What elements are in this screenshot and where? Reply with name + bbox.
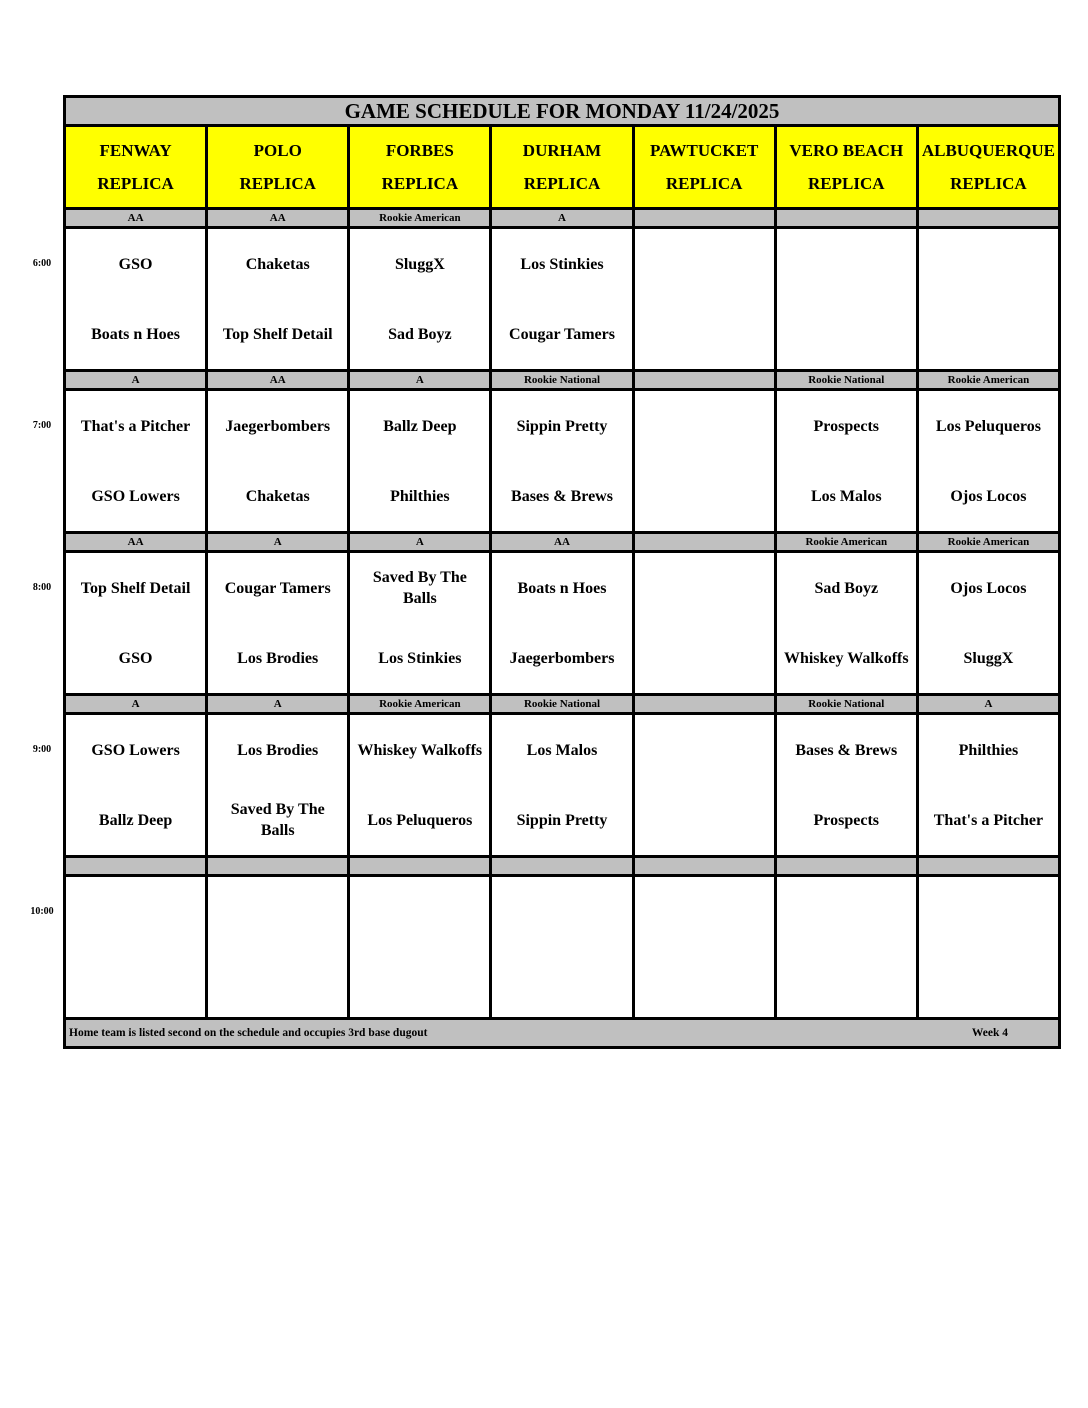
game-cell — [207, 876, 349, 1019]
away-team: Whiskey Walkoffs — [357, 741, 483, 759]
division-row — [65, 695, 1060, 714]
field-name: PAWTUCKET — [649, 141, 759, 160]
away-team: Ballz Deep — [383, 417, 457, 435]
game-cell — [917, 714, 1059, 857]
away-team: Saved By The Balls — [372, 569, 467, 607]
game-cell — [917, 228, 1059, 371]
home-team: Saved By The Balls — [230, 801, 325, 839]
away-team: Jaegerbombers — [225, 417, 331, 435]
game-cell — [491, 714, 633, 857]
field-name: FENWAY — [99, 141, 172, 160]
division-label: Rookie American — [917, 533, 1059, 552]
field-name: POLO — [253, 141, 302, 160]
away-team — [777, 229, 916, 299]
division-label: AA — [491, 533, 633, 552]
home-team: Sad Boyz — [388, 325, 452, 343]
home-team: Sippin Pretty — [516, 811, 608, 829]
field-subtitle: REPLICA — [665, 174, 743, 193]
game-cell — [207, 390, 349, 533]
time-label: 10:00 — [30, 905, 54, 917]
game-row — [65, 876, 1060, 1019]
away-team — [777, 877, 916, 947]
home-team — [350, 947, 489, 1017]
game-cell — [65, 876, 207, 1019]
away-team: Los Malos — [526, 741, 598, 759]
division-label: Rookie American — [349, 209, 491, 228]
home-team: GSO — [118, 649, 153, 667]
field-header-polo — [207, 126, 349, 209]
field-header-albuquerque — [917, 126, 1059, 209]
time-label: 7:00 — [32, 419, 52, 431]
away-team: Sippin Pretty — [516, 417, 608, 435]
game-cell — [65, 714, 207, 857]
game-cell — [633, 390, 775, 533]
division-label: Rookie National — [775, 371, 917, 390]
division-label: Rookie American — [917, 371, 1059, 390]
field-subtitle: REPLICA — [97, 174, 174, 193]
game-cell — [775, 390, 917, 533]
division-label: A — [65, 695, 207, 714]
away-team — [635, 229, 774, 299]
home-team — [777, 947, 916, 1017]
game-cell — [633, 228, 775, 371]
away-team — [208, 877, 347, 947]
home-team: That's a Pitcher — [933, 811, 1044, 829]
time-label: 6:00 — [32, 257, 52, 269]
division-label — [207, 857, 349, 876]
away-team: Cougar Tamers — [224, 579, 331, 597]
field-header-pawtucket — [633, 126, 775, 209]
away-team — [635, 553, 774, 623]
away-team: Sad Boyz — [814, 579, 879, 597]
home-team — [777, 299, 916, 369]
division-label: Rookie American — [349, 695, 491, 714]
home-team: Chaketas — [245, 487, 310, 505]
game-cell — [491, 228, 633, 371]
division-label: Rookie American — [775, 533, 917, 552]
game-cell — [65, 228, 207, 371]
game-cell — [491, 552, 633, 695]
footer-note: Home team is listed second on the schedule and occupies 3rd base dugout — [69, 1027, 428, 1039]
home-team: Ballz Deep — [98, 811, 173, 829]
division-label — [633, 209, 775, 228]
division-label: A — [917, 695, 1059, 714]
division-label: A — [207, 533, 349, 552]
away-team: Ojos Locos — [950, 579, 1027, 597]
game-cell — [65, 390, 207, 533]
away-team: GSO Lowers — [91, 741, 180, 759]
division-label: AA — [65, 533, 207, 552]
field-header-fenway — [65, 126, 207, 209]
game-cell — [775, 228, 917, 371]
game-cell — [349, 552, 491, 695]
game-cell — [349, 714, 491, 857]
division-label: AA — [207, 209, 349, 228]
division-label: A — [349, 371, 491, 390]
division-label: A — [207, 695, 349, 714]
game-cell — [207, 552, 349, 695]
field-subtitle: REPLICA — [239, 174, 316, 193]
home-team — [635, 947, 774, 1017]
home-team: Bases & Brews — [511, 487, 613, 505]
home-team: Philthies — [390, 487, 450, 505]
away-team: GSO — [118, 255, 153, 273]
away-team: Philthies — [958, 741, 1019, 759]
away-team — [66, 877, 205, 947]
away-team — [350, 877, 489, 947]
away-team: Top Shelf Detail — [80, 579, 191, 597]
game-cell — [775, 714, 917, 857]
away-team — [919, 877, 1058, 947]
game-cell — [491, 876, 633, 1019]
home-team — [919, 299, 1058, 369]
home-team: Whiskey Walkoffs — [783, 649, 909, 667]
field-header-row — [65, 126, 1060, 209]
division-row — [65, 371, 1060, 390]
game-cell — [775, 876, 917, 1019]
game-row — [65, 552, 1060, 695]
away-team: Los Brodies — [237, 741, 319, 759]
division-label — [917, 209, 1059, 228]
division-label — [633, 533, 775, 552]
away-team: Los Stinkies — [520, 255, 604, 273]
game-row — [65, 228, 1060, 371]
division-label — [491, 857, 633, 876]
home-team — [66, 947, 205, 1017]
division-label — [775, 857, 917, 876]
home-team — [492, 947, 631, 1017]
title-row — [65, 97, 1060, 126]
field-header-vero-beach — [775, 126, 917, 209]
home-team: SluggX — [963, 649, 1014, 667]
away-team: Los Peluqueros — [935, 417, 1041, 435]
field-name: VERO BEACH — [789, 141, 904, 160]
home-team: Ojos Locos — [950, 487, 1027, 505]
home-team: Cougar Tamers — [509, 325, 615, 343]
field-name: FORBES — [385, 141, 454, 160]
away-team — [919, 229, 1058, 299]
division-row — [65, 209, 1060, 228]
away-team — [635, 391, 774, 461]
home-team — [635, 623, 774, 693]
home-team: Los Peluqueros — [367, 811, 473, 829]
game-cell — [491, 390, 633, 533]
away-team — [635, 715, 774, 785]
field-header-forbes — [349, 126, 491, 209]
division-label: AA — [207, 371, 349, 390]
game-row — [65, 390, 1060, 533]
away-team: Boats n Hoes — [517, 579, 607, 597]
game-cell — [65, 552, 207, 695]
home-team: Top Shelf Detail — [222, 325, 333, 343]
game-cell — [917, 390, 1059, 533]
game-cell — [207, 714, 349, 857]
home-team: Boats n Hoes — [91, 325, 181, 343]
game-cell — [775, 552, 917, 695]
home-team: Los Malos — [810, 487, 882, 505]
field-subtitle: REPLICA — [381, 174, 459, 193]
game-cell — [917, 552, 1059, 695]
away-team — [635, 877, 774, 947]
away-team: Prospects — [813, 417, 879, 435]
game-cell — [207, 228, 349, 371]
game-cell — [349, 876, 491, 1019]
division-label — [65, 857, 207, 876]
away-team: SluggX — [394, 255, 445, 273]
field-header-durham — [491, 126, 633, 209]
division-label — [633, 371, 775, 390]
field-subtitle: REPLICA — [950, 174, 1027, 193]
division-label: A — [349, 533, 491, 552]
game-cell — [633, 714, 775, 857]
division-label: A — [491, 209, 633, 228]
division-label — [917, 857, 1059, 876]
time-label: 9:00 — [32, 743, 52, 755]
game-cell — [633, 552, 775, 695]
footer — [65, 1019, 1060, 1048]
home-team — [635, 785, 774, 855]
home-team: GSO Lowers — [91, 487, 180, 505]
game-cell — [633, 876, 775, 1019]
field-subtitle: REPLICA — [808, 174, 885, 193]
time-label: 8:00 — [32, 581, 52, 593]
home-team — [208, 947, 347, 1017]
away-team: Bases & Brews — [795, 741, 898, 759]
home-team — [635, 461, 774, 531]
away-team: Chaketas — [245, 255, 310, 273]
field-subtitle: REPLICA — [523, 174, 601, 193]
division-label — [633, 695, 775, 714]
field-name: DURHAM — [522, 141, 602, 160]
game-cell — [349, 228, 491, 371]
division-label: AA — [65, 209, 207, 228]
division-label: Rookie National — [491, 695, 633, 714]
away-team: That's a Pitcher — [80, 417, 191, 435]
schedule-table — [63, 95, 1061, 1049]
home-team — [635, 299, 774, 369]
division-label: Rookie National — [491, 371, 633, 390]
division-label — [633, 857, 775, 876]
division-label — [775, 209, 917, 228]
week-label: Week 4 — [971, 1027, 1008, 1039]
division-label: A — [65, 371, 207, 390]
division-label: Rookie National — [775, 695, 917, 714]
game-cell — [349, 390, 491, 533]
home-team: Prospects — [813, 811, 879, 829]
home-team: Jaegerbombers — [509, 649, 615, 667]
division-row — [65, 857, 1060, 876]
footer-row — [65, 1019, 1060, 1048]
home-team: Los Brodies — [237, 649, 319, 667]
page-title: GAME SCHEDULE FOR MONDAY 11/24/2025 — [65, 97, 1060, 126]
away-team — [492, 877, 631, 947]
division-label — [349, 857, 491, 876]
home-team — [919, 947, 1058, 1017]
division-row — [65, 533, 1060, 552]
game-row — [65, 714, 1060, 857]
home-team: Los Stinkies — [378, 649, 462, 667]
field-name: ALBUQUERQUE — [921, 141, 1056, 160]
game-cell — [917, 876, 1059, 1019]
